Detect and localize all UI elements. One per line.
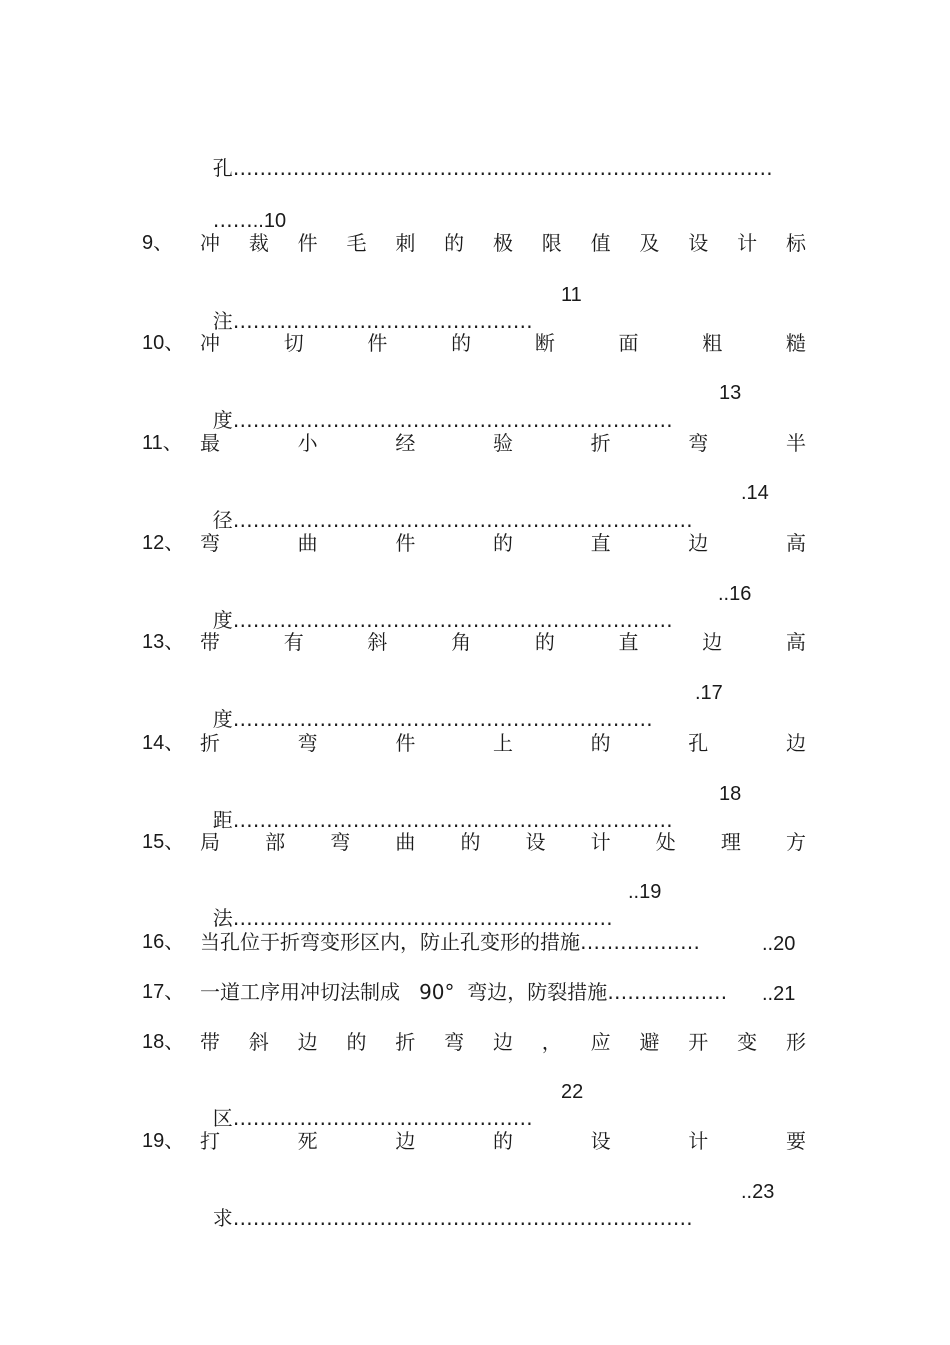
toc-leader-dots: ……………………………………………………………………… (232, 156, 773, 180)
toc-title-char: 曲 (395, 830, 416, 854)
toc-continuation-line (200, 578, 673, 634)
toc-title-char: 处 (655, 830, 676, 854)
toc-leader-dots: ………………………………………………………… (232, 608, 673, 632)
toc-page-number: ..19 (628, 881, 662, 903)
toc-continuation-line (200, 378, 673, 434)
toc-title-char: 变 (737, 1030, 758, 1054)
toc-title-char: 弯 (688, 431, 709, 455)
toc-title-char: 边 (395, 1129, 416, 1153)
toc-title-char: 值 (590, 231, 611, 255)
toc-title-char: 直 (618, 630, 639, 654)
toc-continuation-line (200, 1076, 533, 1132)
toc-entry-number: 14、 (142, 732, 185, 754)
toc-title-char: 极 (492, 231, 513, 255)
toc-page-number: 13 (719, 382, 742, 404)
toc-title-char: 曲 (297, 531, 318, 555)
toc-cont-char: 径 (212, 508, 233, 532)
toc-title-char: 弯 (200, 531, 220, 555)
toc-title-char: 折 (395, 1030, 416, 1054)
toc-title-char: 小 (297, 431, 318, 455)
toc-title-char: 弯 (297, 731, 318, 755)
toc-title-char: 计 (688, 1129, 709, 1153)
toc-title-char: 经 (395, 431, 416, 455)
toc-title-char: 件 (297, 231, 318, 255)
toc-title-char: 粗 (702, 331, 723, 355)
toc-entry-number: 9、 (142, 232, 174, 254)
toc-title-char: 计 (737, 231, 758, 255)
toc-title-char: 设 (688, 231, 709, 255)
toc-entry-number: 15、 (142, 831, 185, 853)
toc-continuation-line (200, 478, 693, 534)
toc-entry-title (200, 529, 806, 557)
toc-cont-char: 度 (212, 707, 233, 731)
toc-title-char: ， (541, 1030, 562, 1054)
toc-continuation-line (200, 126, 773, 182)
toc-title-char: 的 (451, 331, 472, 355)
toc-title-char: 折 (590, 431, 611, 455)
toc-continuation-line (200, 279, 533, 335)
toc-title-char: 冲 (200, 231, 220, 255)
toc-title-char: 糙 (785, 331, 806, 355)
toc-title-char: 断 (534, 331, 555, 355)
toc-cont-char: 法 (212, 906, 233, 930)
toc-page-number: 22 (561, 1081, 584, 1103)
toc-title-char: 的 (346, 1030, 367, 1054)
toc-title-char: 计 (590, 830, 611, 854)
toc-cont-char: 孔 (212, 156, 233, 180)
toc-continuation-line (200, 778, 673, 834)
toc-title-char: 的 (460, 830, 481, 854)
toc-entry-title (200, 729, 806, 757)
toc-title-char: 边 (297, 1030, 318, 1054)
toc-continuation-line (200, 876, 613, 932)
toc-leader-dots: …………………………………………………………… (232, 508, 693, 532)
toc-title-char: 弯 (444, 1030, 465, 1054)
toc-title-char: 高 (785, 531, 806, 555)
toc-title-char: 上 (492, 731, 513, 755)
toc-title-char: 有 (283, 630, 304, 654)
toc-title-char: 孔 (688, 731, 709, 755)
toc-title-char: 毛 (346, 231, 367, 255)
toc-title-char: 高 (785, 630, 806, 654)
toc-title-char: 设 (590, 1129, 611, 1153)
toc-title-char: 边 (492, 1030, 513, 1054)
toc-cont-char: 注 (212, 309, 233, 333)
toc-leader-dots: …………………………………………………………… (232, 1206, 693, 1230)
toc-title-char: 部 (265, 830, 286, 854)
toc-title-char: 弯 (330, 830, 351, 854)
toc-title-char: 裁 (248, 231, 269, 255)
toc-title-char: 带 (200, 630, 220, 654)
toc-page-number: ..23 (741, 1181, 775, 1203)
toc-entry-number: 11、 (142, 432, 183, 454)
toc-title-char: 开 (688, 1030, 709, 1054)
toc-entry-number: 16、 (142, 931, 185, 953)
toc-title-char: 刺 (395, 231, 416, 255)
toc-title-char: 避 (639, 1030, 660, 1054)
toc-page-number: ..10 (252, 210, 287, 232)
toc-entry-title: 一道工序用冲切法制成 90° 弯边，防裂措施……………… (200, 980, 728, 1004)
toc-title-char: 边 (688, 531, 709, 555)
toc-title-char: 件 (395, 731, 416, 755)
toc-title-char: 验 (492, 431, 513, 455)
toc-page-number: 11 (561, 284, 582, 306)
toc-title-char: 面 (618, 331, 639, 355)
toc-title-char: 的 (534, 630, 555, 654)
toc-title-char: 死 (297, 1129, 318, 1153)
toc-title-char: 斜 (367, 630, 388, 654)
toc-title-char: 边 (702, 630, 723, 654)
toc-title-char: 直 (590, 531, 611, 555)
toc-title-char: 设 (525, 830, 546, 854)
toc-page-number: ..21 (762, 983, 796, 1005)
toc-title-char: 带 (200, 1030, 220, 1054)
toc-title-char: 折 (200, 731, 220, 755)
toc-title-char: 件 (367, 331, 388, 355)
toc-title-char: 局 (200, 830, 220, 854)
toc-title-char: 半 (785, 431, 806, 455)
toc-leader-dots: ……………………………………… (232, 309, 533, 333)
toc-title-char: 的 (590, 731, 611, 755)
toc-leader-dots: ………………………………………………………… (232, 808, 673, 832)
toc-entry-title (200, 1127, 806, 1155)
toc-title-char: 切 (283, 331, 304, 355)
toc-title-char: 冲 (200, 331, 220, 355)
toc-entry-title (200, 229, 806, 257)
toc-entry-title (200, 628, 806, 656)
toc-continuation-line (200, 178, 286, 235)
toc-leader-dots: ……………………………………… (232, 1106, 533, 1130)
toc-title-char: 应 (590, 1030, 611, 1054)
toc-title-char: 的 (492, 1129, 513, 1153)
toc-leader-dots: ………………………………………………………… (232, 408, 673, 432)
toc-continuation-line (200, 677, 653, 733)
toc-title-char: 标 (785, 231, 806, 255)
toc-title-char: 的 (492, 531, 513, 555)
toc-cont-char: 度 (212, 608, 233, 632)
toc-title-char: 斜 (248, 1030, 269, 1054)
toc-title-char: 要 (785, 1129, 806, 1153)
toc-title-char: 限 (541, 231, 562, 255)
toc-cont-char: 区 (212, 1106, 233, 1130)
toc-title-char: 方 (785, 830, 806, 854)
toc-title-char: 的 (444, 231, 465, 255)
toc-entry-title (200, 1028, 806, 1056)
toc-leader-dots: ……………………………………………………… (232, 707, 653, 731)
toc-entry-title: 当孔位于折弯变形区内，防止孔变形的措施……………… (200, 930, 700, 954)
toc-leader-dots: …… (212, 208, 253, 232)
toc-entry-title (200, 329, 806, 357)
toc-cont-char: 度 (212, 408, 233, 432)
toc-entry-number: 10、 (142, 332, 185, 354)
toc-page-number: .17 (695, 682, 723, 704)
toc-entry-number: 18、 (142, 1031, 185, 1053)
toc-title-char: 件 (395, 531, 416, 555)
toc-entry-number: 17、 (142, 981, 185, 1003)
toc-entry-number: 13、 (142, 631, 185, 653)
toc-continuation-line (200, 1176, 693, 1232)
toc-entry-number: 19、 (142, 1130, 185, 1152)
toc-entry-title (200, 828, 806, 856)
toc-title-char: 理 (720, 830, 741, 854)
toc-page-number: ..16 (718, 583, 752, 605)
toc-title-char: 打 (200, 1129, 220, 1153)
toc-page-number: 18 (719, 783, 742, 805)
toc-entry-number: 12、 (142, 532, 185, 554)
toc-page-number: .14 (741, 482, 769, 504)
toc-title-char: 形 (785, 1030, 806, 1054)
toc-title-char: 及 (639, 231, 660, 255)
toc-title-char: 边 (785, 731, 806, 755)
toc-title-char: 角 (451, 630, 472, 654)
toc-cont-char: 求 (212, 1206, 233, 1230)
toc-page-number: ..20 (762, 933, 796, 955)
toc-leader-dots: ………………………………………………… (232, 906, 613, 930)
toc-entry-title (200, 429, 806, 457)
toc-title-char: 最 (200, 431, 220, 455)
toc-cont-char: 距 (212, 808, 233, 832)
